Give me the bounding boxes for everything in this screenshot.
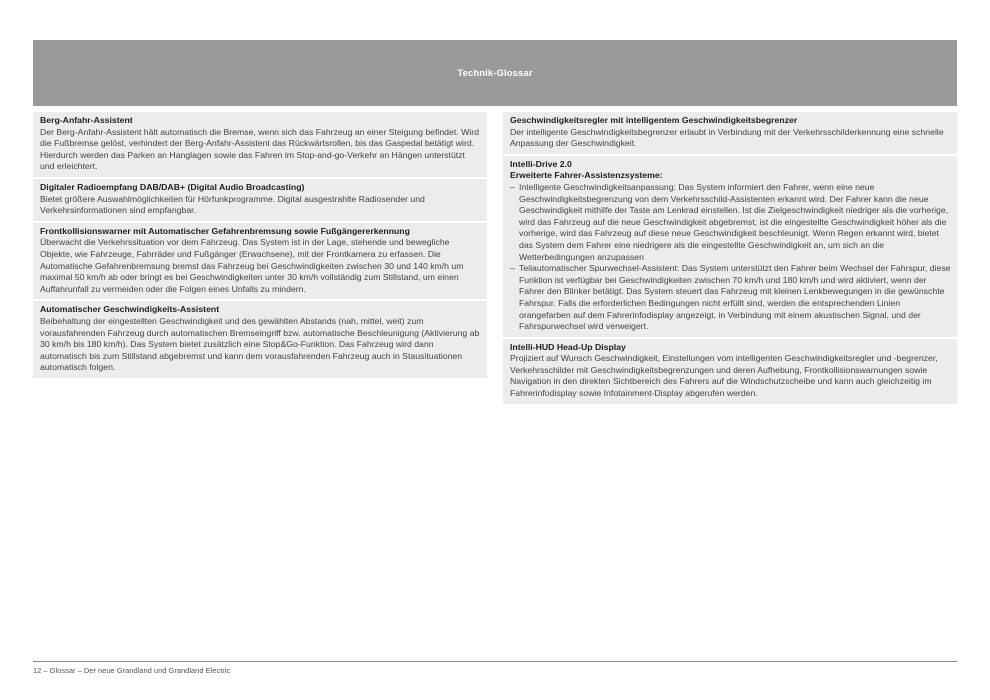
- entry-title: Intelli-HUD Head-Up Display: [510, 341, 626, 352]
- entry-title: Geschwindigkeitsregler mit intelligentem Geschwindigkeitsbegrenzer: [510, 115, 798, 125]
- bullet-dash: –: [510, 181, 515, 192]
- right-column: [503, 112, 957, 406]
- glossary-entry-intelli-drive: [503, 156, 957, 337]
- page-footer: 12 – Glossar – Der neue Grandland und Grandland Electric: [33, 666, 231, 675]
- bullet-text: Intelligente Geschwindigkeitsanpassung: Das System informiert den Fahrer, wenn eine neue Geschwindigkeitsbegrenzung von dem Verkehrsschild-Assistenten erkannt wird. Der Fahrer kann die neue Geschwindigkeit mithilfe der Taste am Lenkrad einstellen. Ist die Zielgeschwindigkeit niedriger als die vorherige, wird das Fahrzeug auf die neue Geschwindigkeit abgebremst, ist die eingestellte Geschwindigkeit höher als die vorherige, wird das Fahrzeug auf diese neue Geschwindigkeit beschleunigt. Wenn Regen erkannt wird, bietet das System dem Fahrer eine niedrigere als die eingestellte Geschwindigkeit an, um sich an die Wetterbedingungen anzupassen: [519, 181, 949, 262]
- bullet-item: [510, 263, 951, 333]
- entry-body: Überwacht die Verkehrssituation vor dem Fahrzeug. Das System ist in der Lage, stehende und bewegliche Objekte, wie Fahrzeuge, Fahrräder und Fußgänger (Erwachsene), mit der Frontkamera zu erfassen. Die Automatische Gefahrenbremsung bremst das Fahrzeug bei Geschwindigkeiten zwischen 30 und 140 km/h um maximal 50 km/h ab oder bringt es bei Geschwindigkeiten unter 30 km/h vollständig zum Stillstand, um einen Auffahrunfall zu vermeiden oder die Folgen eines Unfalls zu mindern.: [40, 237, 464, 294]
- glossary-entry-frontkollisionswarner: [33, 223, 487, 300]
- glossary-entry-berg-anfahr-assistent: [33, 112, 487, 177]
- footer-divider: [33, 661, 957, 662]
- entry-title: Automatischer Geschwindigkeits-Assistent: [40, 304, 220, 315]
- entry-body: Der Berg-Anfahr-Assistent hält automatisch die Bremse, wenn sich das Fahrzeug an einer Steigung befindet. Wird die Fußbremse gelöst, verhindert der Berg-Anfahr-Assistent das Rückwärtsrollen, bis das Gaspedal betätigt wird. Hierdurch werden das Parken an Hanglagen sowie das Fahren im Stop-and-go-Verkehr an Hängen unterstützt und erleichtert.: [40, 126, 479, 172]
- glossary-entry-intelli-hud: [503, 339, 957, 404]
- header-banner: [33, 40, 957, 106]
- entry-title: Intelli-Drive 2.0: [510, 158, 572, 169]
- entry-body: Der intelligente Geschwindigkeitsbegrenzer erlaubt in Verbindung mit der Verkehrsschilderkennung eine schnelle Anpassung der Geschwindigkeit.: [510, 126, 944, 149]
- bullet-dash: –: [510, 263, 515, 274]
- bullet-item: [510, 182, 951, 263]
- left-column: [33, 112, 487, 380]
- entry-title: Frontkollisionswarner mit Automatischer Gefahrenbremsung sowie Fußgängererkennung: [40, 225, 410, 236]
- entry-body: Projiziert auf Wunsch Geschwindigkeit, Einstellungen vom intelligenten Geschwindigkeitsregler und -begrenzer, Verkehrsschilder mit Geschwindigkeitsbegrenzungen und deren Aufhebung, Frontkollisionswarnungen sowie Navigation in den direkten Sichtbereich des Fahrers auf die Windschutzscheibe und kann auch gleichzeitig im Fahrerinfodisplay sowie Infotainment-Display abgerufen werden.: [510, 353, 938, 399]
- entry-subtitle: Erweiterte Fahrer-Assistenzsysteme:: [510, 170, 663, 181]
- page-title: Technik-Glossar: [457, 67, 533, 79]
- entry-body: Beibehaltung der eingestellten Geschwindigkeit und des gewählten Abstands (nah, mittel, weit) zum vorausfahrenden Fahrzeug durch automatischen Bremseingriff bzw. automatische Beschleunigung (Aktivierung ab 30 km/h bis 180 km/h). Das System bietet zusätzlich eine Stop&Go-Funktion. Das Fahrzeug wird dann automatisch bis zum Stillstand abgebremst und kann dem vorausfahrenden Fahrzeug auch in Stausituationen automatisch folgen.: [40, 315, 480, 373]
- bullet-text: Teilautomatischer Spurwechsel-Assistent: Das System unterstützt den Fahrer beim Wechsel der Fahrspur, diese Funktion ist verfügbar bei Geschwindigkeiten zwischen 70 km/h und 180 km/h und wird aktiviert, wenn der Fahrer den Blinker betätigt. Das System steuert das Fahrzeug mit kleinen Lenkbewegungen in die gewünschte Fahrspur. Falls die erforderlichen Bedingungen nicht erfüllt sind, werden die entsprechenden Linien orangefarben auf dem Fahrerinfodisplay angezeigt, in Verbindung mit einem akustischen Signal, und der Fahrspurwechsel wird verweigert.: [519, 263, 951, 332]
- entry-title: Berg-Anfahr-Assistent: [40, 115, 133, 125]
- entry-title: Digitaler Radioempfang DAB/DAB+ (Digital Audio Broadcasting): [40, 181, 305, 192]
- glossary-entry-geschwindigkeits-assistent: [33, 301, 487, 378]
- entry-body: Bietet größere Auswahlmöglichkeiten für Hörfunkprogramme. Digital ausgestrahlte Radiosender und Verkehrsinformationen sind empfangbar.: [40, 193, 425, 216]
- glossary-entry-geschwindigkeitsregler: [503, 112, 957, 154]
- glossary-entry-dab-radio: [33, 179, 487, 221]
